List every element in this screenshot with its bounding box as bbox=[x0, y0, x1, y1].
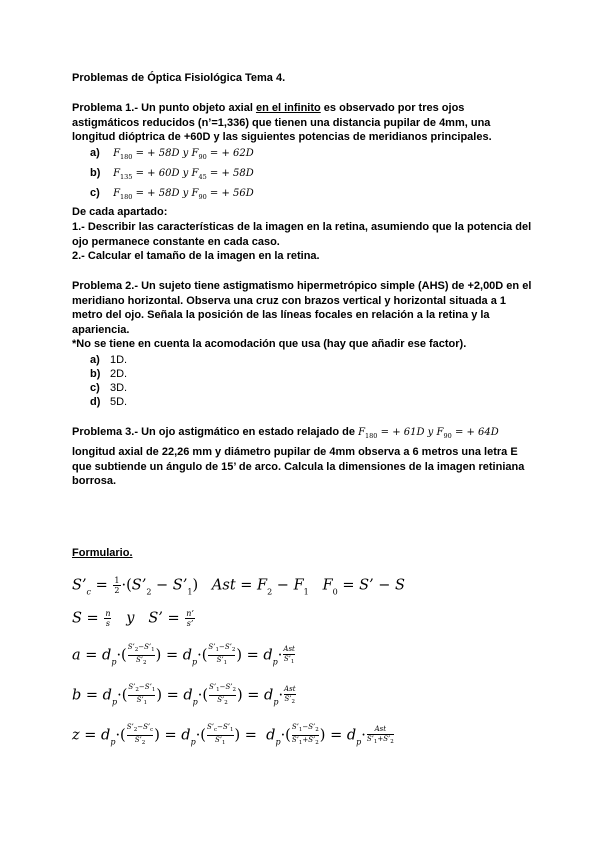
formula-z: $z = d_p\cdot$( $\frac{S’_2-S’_c}{S’_2}$ ) = $d_p\cdot$( $\frac{S’_c-S’_1}{S’_1}$ ) = $d_p\cdot$( $\frac{S’_1-S’_2}{S’_1+S’_2}$ ) = $d_p\cdot$ $\frac{\text{Ast}}{S’_1+S’_2}$ bbox=[72, 723, 394, 747]
formula-b: $b = d_p\cdot$( $\frac{S’_2-S’_1}{S’_1}$ ) = $d_p\cdot$( $\frac{S’_1-S’_2}{S’_2}$ ) = $d_p\cdot$ $\frac{\text{Ast}}{S’_2}$ bbox=[72, 683, 296, 707]
formula-conoid-astigmatism: $S’_c$ = $\frac{1}{2}$ $\cdot(S’_2$ − $S’_1$) Ast = $F_2 - F_1$ $F_0 = S$’ − S bbox=[72, 576, 405, 597]
problem-2-option-a: a) 1D. bbox=[90, 354, 128, 366]
problem-3-statement: Problema 3.- Un ojo astigmático en estado relajado de $F_{180}$ = + 61D y $F_{90}$ = + 64D bbox=[72, 426, 499, 440]
problem-1-question-1: 1.- Describir las características de la imagen en la retina, asumiendo que la potencia del ojo permanece constante en cada caso. bbox=[72, 221, 532, 248]
problem-1-each: De cada apartado: bbox=[72, 206, 168, 218]
problem-3-text-a: - Un ojo astigmático en estado relajado de bbox=[134, 426, 359, 438]
formulario-heading: Formulario. bbox=[72, 547, 133, 559]
problem-2-option-c: c) 3D. bbox=[90, 382, 128, 394]
formula-a: $a = d_p\cdot$( $\frac{S’_2-S’_1}{S’_2}$ ) = $d_p\cdot$( $\frac{S’_1-S’_2}{S’_1}$ ) = $d_p\cdot$ $\frac{\text{Ast}}{S’_1}$ bbox=[72, 643, 295, 667]
problem-1-intro-a: - Un punto objeto axial bbox=[134, 102, 256, 114]
problem-2-option-b: b) 2D. bbox=[90, 368, 128, 380]
problem-2-statement bbox=[72, 279, 532, 337]
problem-1-lead: Problema 1. bbox=[72, 102, 135, 114]
problem-2-text: - Un sujeto tiene astigmatismo hipermetrópico simple (AHS) de +2,00D en el meridiano horizontal. Observa una cruz con brazos vertical y horizontal situada a 1 metro del ojo. Señala la posición de las líneas focales en relación a la retina y la apariencia. bbox=[72, 280, 532, 336]
problem-2-option-d: d) 5D. bbox=[90, 396, 128, 408]
formula-vergence: S = $\frac{n}{s}$ y S’ = $\frac{n’}{s’}$ bbox=[72, 609, 194, 628]
problem-1-statement bbox=[72, 101, 532, 145]
problem-1-option-a: a) $F_{180}$ = + 58D y $F_{90}$ = + 62D bbox=[90, 147, 254, 161]
problem-3-lead: Problema 3. bbox=[72, 426, 135, 438]
problem-3-text-b: longitud axial de 22,26 mm y diámetro pupilar de 4mm observa a 6 metros una letra E que subtiende un ángulo de 15’ de arco. Calcula la dimensiones de la imagen retiniana borrosa. bbox=[72, 446, 525, 488]
problem-1-intro-b: es observado por tres ojos astigmáticos reducidos (n’=1,336) que tienen una distancia pupilar de 4mm, una longitud dióptrica de +60D y las siguientes potencias de meridianos principales. bbox=[72, 102, 492, 144]
problem-1-underline: en el infinito bbox=[255, 102, 321, 114]
problem-1-option-c: c) $F_{180}$ = + 58D y $F_{90}$ = + 56D bbox=[90, 187, 254, 201]
problem-1-option-b: b) $F_{135}$ = + 60D y $F_{45}$ = + 58D bbox=[90, 167, 254, 181]
problem-2-note: *No se tiene en cuenta la acomodación que usa (hay que añadir ese factor). bbox=[72, 338, 467, 350]
document-title: Problemas de Óptica Fisiológica Tema 4. bbox=[72, 72, 286, 84]
problem-2-lead: Problema 2. bbox=[72, 280, 135, 292]
problem-1-question-2: 2.- Calcular el tamaño de la imagen en la retina. bbox=[72, 250, 320, 262]
